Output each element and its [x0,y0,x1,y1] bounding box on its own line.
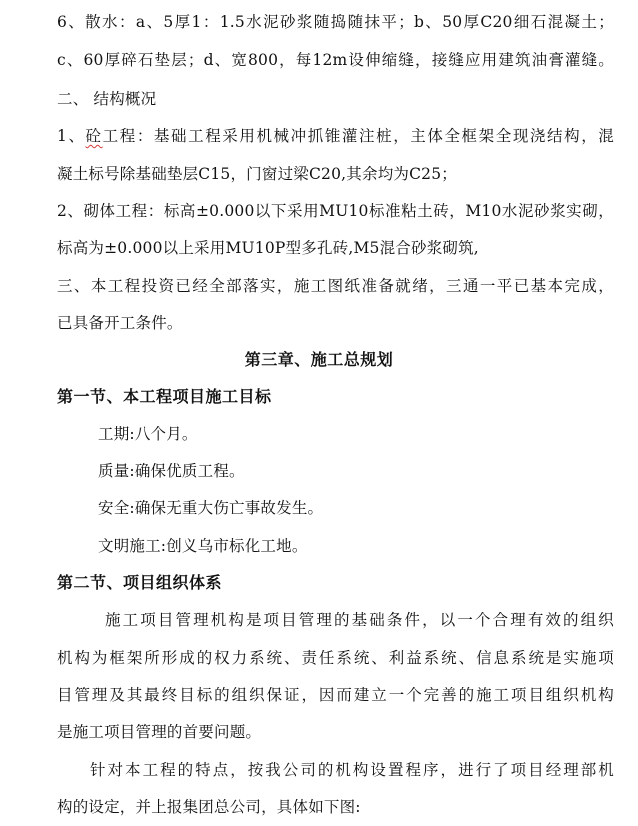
text-line-concrete-2: 凝土标号除基础垫层C15，门窗过梁C20,其余均为C25； [57,165,457,183]
paragraph-setup-line-2: 构的设定，并上报集团总公司，具体如下图: [57,798,361,816]
chapter-title: 第三章、施工总规划 [244,350,394,369]
text-line-investment-1: 三、本工程投资已经全部落实，施工图纸准备就绪，三通一平已基本完成， [57,277,614,295]
text-line-concrete-1 [57,126,614,146]
paragraph-org-line-2: 机构为框架所形成的权力系统、责任系统、利益系统、信息系统是实施项 [57,649,614,667]
text-prefix: 1、 [57,127,86,145]
text-line-masonry-1: 2、砌体工程：标高±0.000以下采用MU10标准粘土砖，M10水泥砂浆实砌， [57,202,614,220]
spellcheck-word: 砼 [85,127,103,145]
goal-item-quality: 质量:确保优质工程。 [98,462,245,480]
text-line-masonry-2: 标高为±0.000以上采用MU10P型多孔砖,M5混合砂浆砌筑, [57,239,479,257]
goal-item-period: 工期:八个月。 [98,425,198,443]
paragraph-org-line-1: 施工项目管理机构是项目管理的基础条件，以一个合理有效的组织 [105,611,614,629]
text-line-drainage-1: 6、散水：a、5厚1：1.5水泥砂浆随捣随抹平；b、50厚C20细石混凝土； [57,13,614,31]
section-heading-structure: 二、 结构概况 [57,90,157,108]
text-rest: 工程：基础工程采用机械冲抓锥灌注桩，主体全框架全现浇结构，混 [102,127,614,145]
section-title-organization: 第二节、项目组织体系 [57,573,223,592]
paragraph-org-line-4: 是施工项目管理的首要问题。 [57,723,262,741]
goal-item-safety: 安全:确保无重大伤亡事故发生。 [98,499,324,517]
paragraph-setup-line-1: 针对本工程的特点，按我公司的机构设置程序，进行了项目经理部机 [90,761,614,779]
text-line-drainage-2: c、60厚碎石垫层；d、宽800，每12m设伸缩缝，接缝应用建筑油膏灌缝。 [57,51,614,69]
text-line-investment-2: 已具备开工条件。 [57,314,183,332]
paragraph-org-line-3: 目管理及其最终目标的组织保证，因而建立一个完善的施工项目组织机构 [57,686,614,704]
section-title-goals: 第一节、本工程项目施工目标 [57,387,272,406]
goal-item-civilized: 文明施工:创义乌市标化工地。 [98,537,308,555]
